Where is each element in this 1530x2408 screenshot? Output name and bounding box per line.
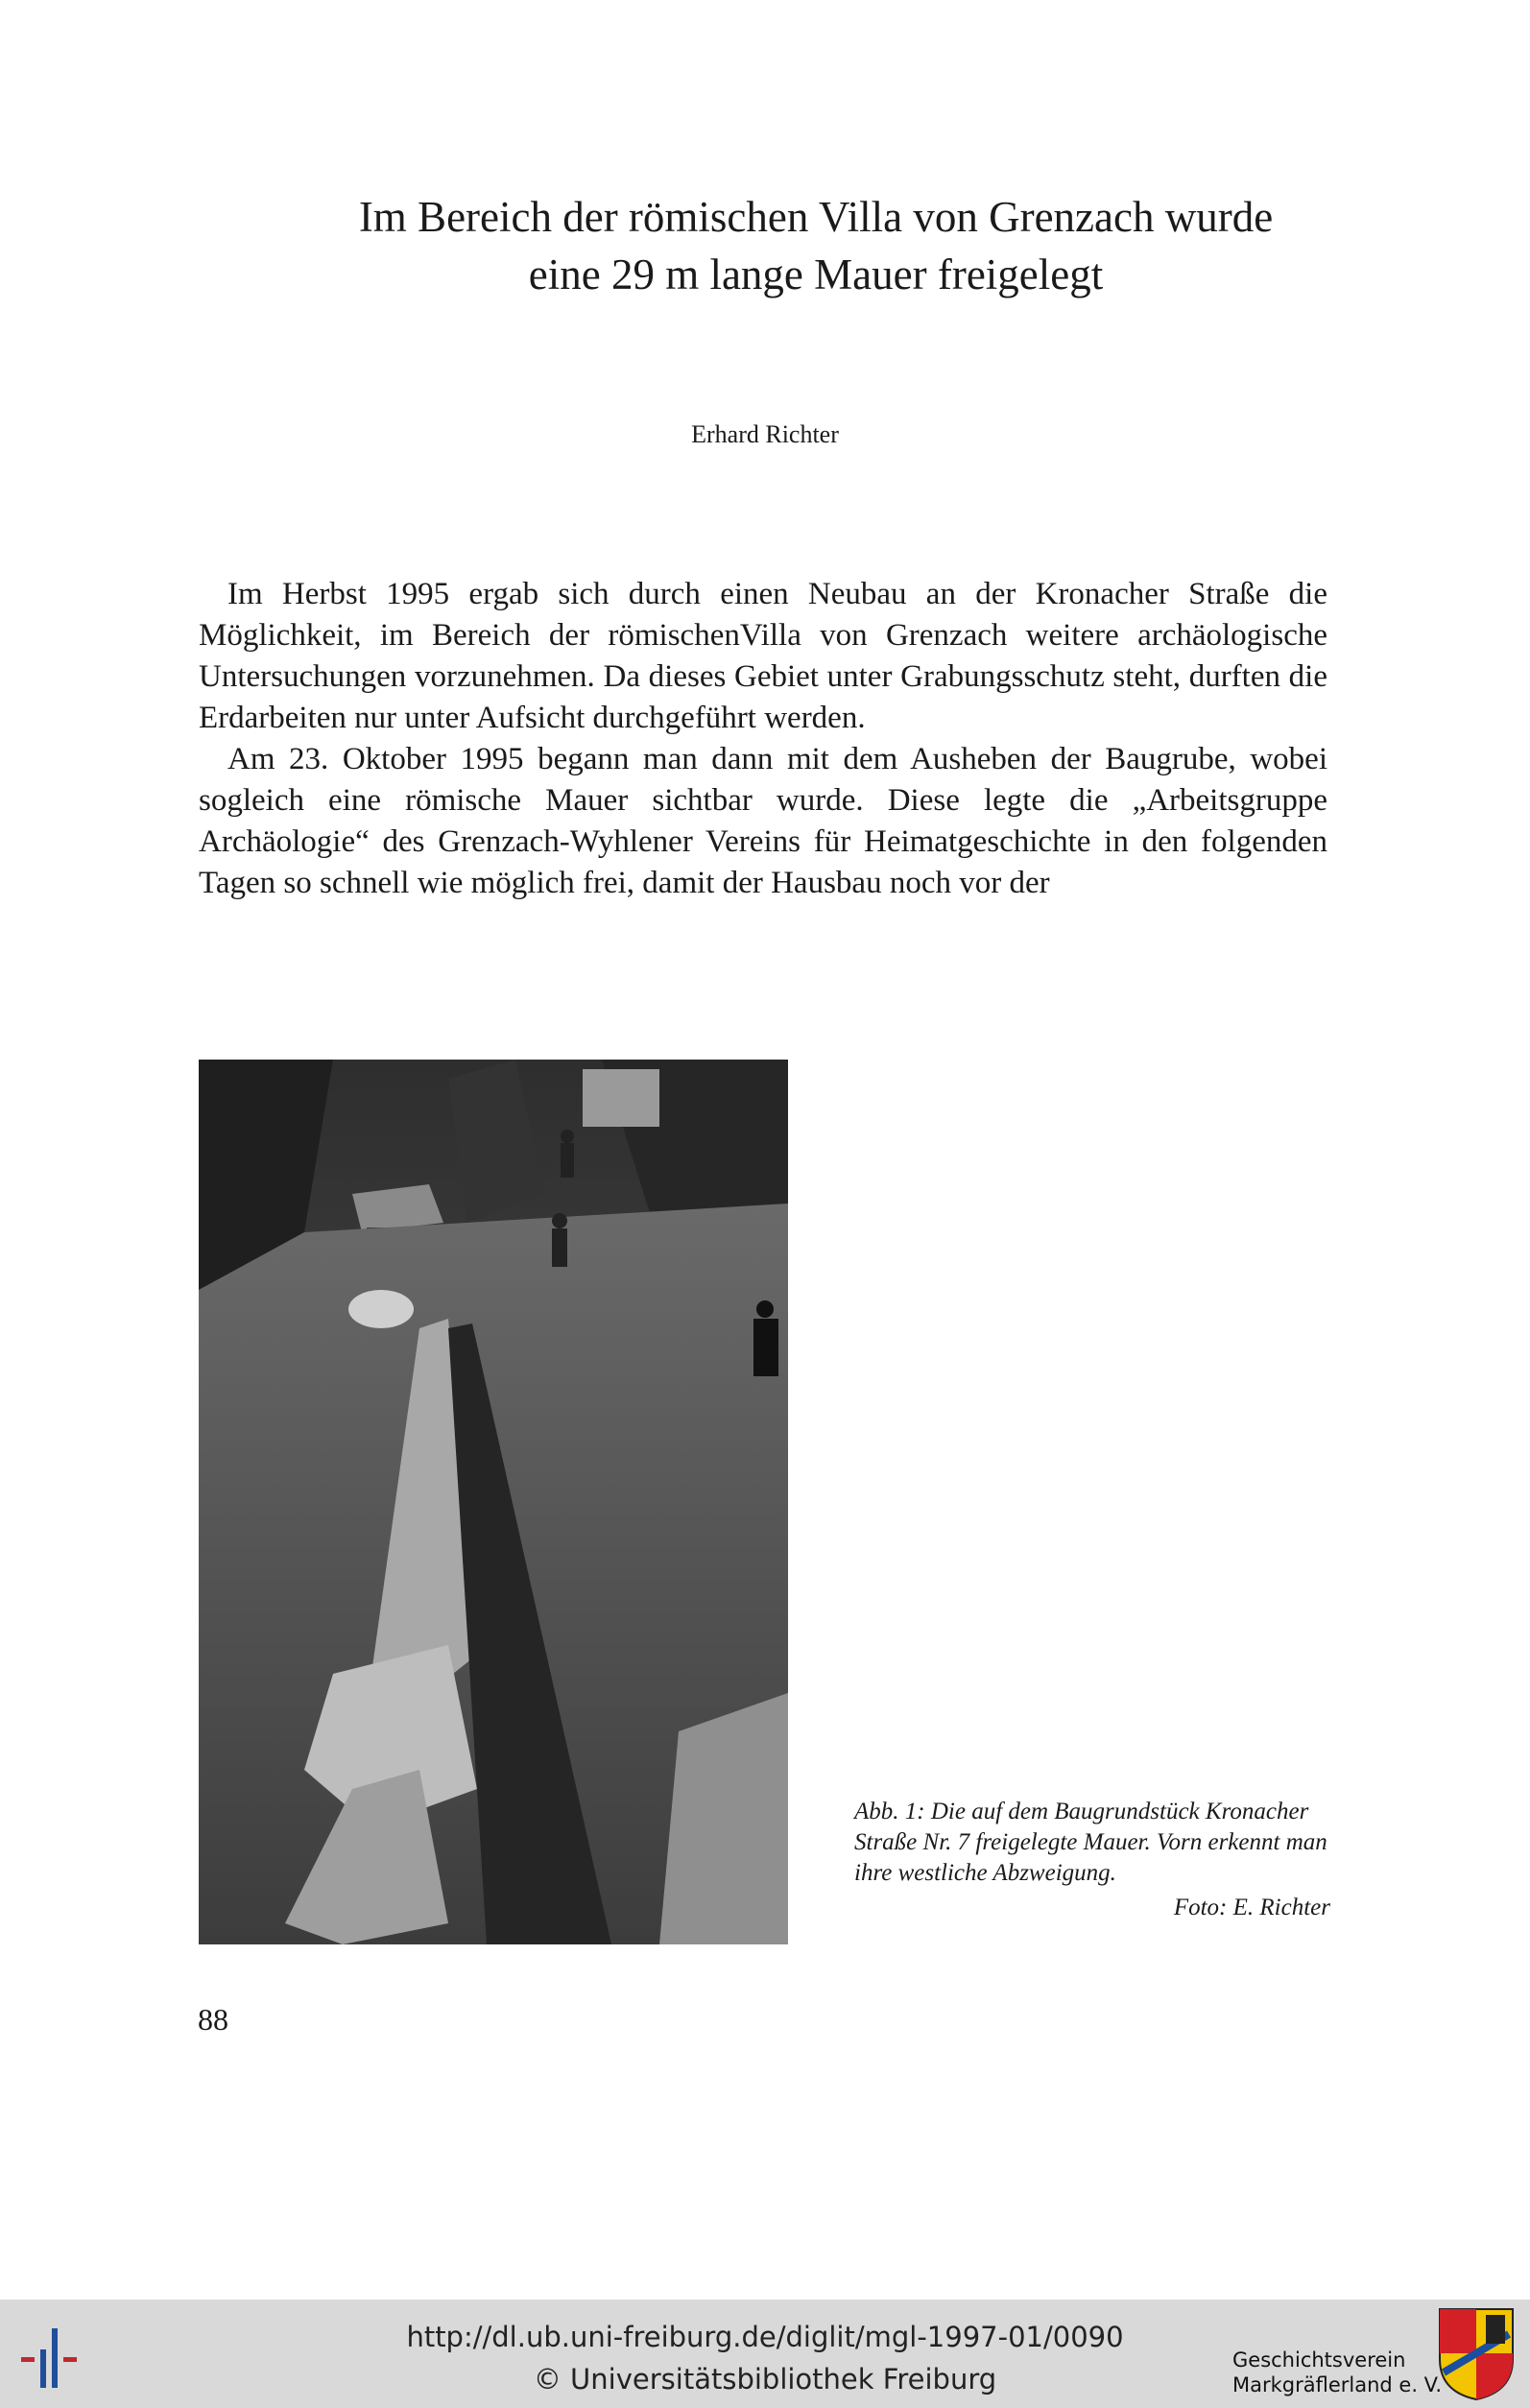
society-line-2: Markgräflerland e. V.	[1232, 2373, 1443, 2396]
article-body	[199, 574, 1327, 904]
author-name: Erhard Richter	[691, 420, 839, 448]
caption-text: Abb. 1: Die auf dem Baugrundstück Kronacher Straße Nr. 7 freigelegte Mauer. Vorn erkennt man ihre westliche Abzweigung.	[854, 1799, 1327, 1886]
digital-library-footer	[0, 2300, 1530, 2408]
coat-of-arms-icon	[1436, 2305, 1517, 2401]
document-url-link[interactable]: http://dl.ub.uni-freiburg.de/diglit/mgl-1997-01/0090	[406, 2321, 1124, 2353]
photo-caption	[854, 1797, 1330, 1923]
photo-credit: Foto: E. Richter	[1173, 1895, 1330, 1920]
paragraph: Im Herbst 1995 ergab sich durch einen Neubau an der Kronacher Straße die Möglichkeit, im Bereich der römischenVilla von Grenzach weitere archäologische Untersuchungen vorzunehmen. Da dieses Gebiet unter Grabungsschutz steht, durften die Erdarbeiten nur unter Aufsicht durchgeführt werden.	[199, 577, 1327, 735]
paragraph: Am 23. Oktober 1995 begann man dann mit dem Ausheben der Baugrube, wobei sogleich eine römische Mauer sichtbar wurde. Diese legte die „Arbeitsgruppe Archäologie“ des Grenzach-Wyhlener Vereins für Heimatgeschichte in den folgenden Tagen so schnell wie möglich frei, damit der Hausbau noch vor der	[199, 742, 1327, 900]
article-title	[192, 188, 1440, 303]
page-number: 88	[198, 2002, 228, 2037]
title-line-2: eine 29 m lange Mauer freigelegt	[528, 250, 1104, 298]
society-name	[1232, 2348, 1442, 2397]
title-line-1: Im Bereich der römischen Villa von Grenzach wurde	[358, 193, 1274, 241]
society-line-1: Geschichtsverein	[1232, 2348, 1406, 2372]
copyright-notice: © Universitätsbibliothek Freiburg	[533, 2363, 997, 2396]
excavation-photo	[199, 1060, 788, 1944]
